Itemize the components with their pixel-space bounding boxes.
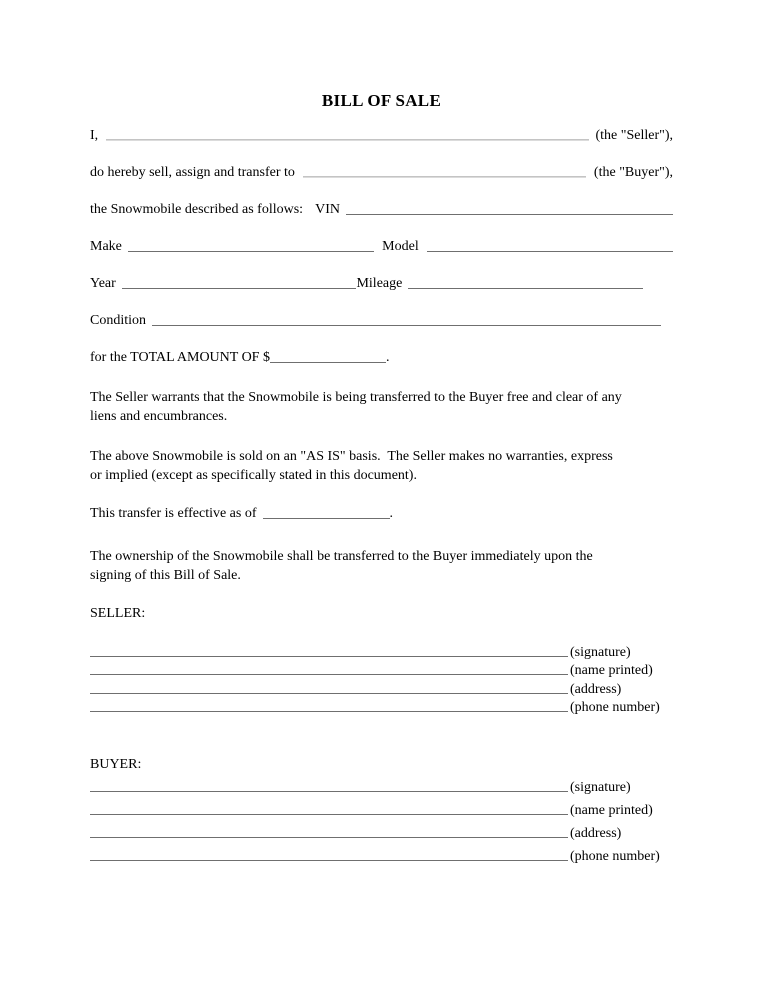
buyer-name-printed-row [90, 795, 673, 818]
condition-label: Condition [90, 313, 147, 328]
seller-name-printed-row [90, 660, 673, 679]
buyer-signature-row [90, 772, 673, 795]
model-label: Model [382, 239, 419, 254]
seller-signature-label: (signature) [570, 644, 631, 660]
warranty-line-1: The Seller warrants that the Snowmobile is being transferred to the Buyer free and clear of any [90, 390, 622, 405]
buyer-signature-block [90, 772, 673, 864]
seller-signature-row [90, 641, 673, 660]
ownership-line-2: signing of this Bill of Sale. [90, 568, 241, 583]
effective-date-row [90, 506, 673, 521]
seller-phone-label: (phone number) [570, 700, 660, 715]
ownership-line-1: The ownership of the Snowmobile shall be transferred to the Buyer immediately upon the [90, 549, 593, 564]
buyer-signature-field[interactable] [90, 791, 568, 792]
model-field[interactable] [427, 251, 673, 252]
seller-address-row [90, 678, 673, 697]
year-label: Year [90, 276, 116, 291]
mileage-field[interactable] [408, 288, 643, 289]
effective-date-field[interactable] [263, 518, 390, 519]
warranty-paragraph [90, 388, 673, 426]
buyer-address-field[interactable] [90, 837, 568, 838]
vin-row [90, 202, 673, 217]
as-is-line-1: The above Snowmobile is sold on an "AS IS" basis. The Seller makes no warranties, express [90, 449, 613, 464]
buyer-phone-field[interactable] [90, 860, 568, 861]
seller-signature-block [90, 641, 673, 715]
make-field[interactable] [128, 251, 374, 252]
seller-address-label: (address) [570, 681, 622, 697]
buyer-address-label: (address) [570, 826, 622, 841]
seller-intro-prefix: I, [90, 128, 99, 143]
year-mileage-row [90, 276, 673, 291]
buyer-address-row [90, 818, 673, 841]
ownership-paragraph [90, 547, 673, 585]
document-title: BILL OF SALE [321, 91, 442, 110]
seller-intro-suffix: (the "Seller"), [595, 128, 673, 143]
condition-field[interactable] [152, 325, 661, 326]
as-is-paragraph [90, 447, 673, 485]
amount-prefix: for the TOTAL AMOUNT OF $ [90, 350, 270, 365]
make-model-row [90, 239, 673, 254]
seller-signature-field[interactable] [90, 656, 568, 657]
warranty-line-2: liens and encumbrances. [90, 409, 228, 424]
seller-phone-row [90, 697, 673, 716]
as-is-line-2: or implied (except as specifically stated in this document). [90, 468, 417, 483]
seller-name-field[interactable] [106, 139, 589, 141]
condition-row [90, 313, 673, 328]
buyer-signature-label: (signature) [570, 780, 631, 795]
mileage-label: Mileage [356, 276, 403, 291]
effective-suffix: . [389, 506, 394, 521]
seller-phone-field[interactable] [90, 711, 568, 712]
buyer-name-field[interactable] [303, 176, 586, 178]
buyer-section-heading: BUYER: [90, 757, 142, 772]
vin-field[interactable] [346, 214, 673, 215]
buyer-name-row [90, 165, 673, 180]
buyer-name-printed-label: (name printed) [570, 803, 653, 818]
buyer-intro-prefix: do hereby sell, assign and transfer to [90, 165, 295, 180]
effective-prefix: This transfer is effective as of [90, 506, 257, 521]
amount-field[interactable] [270, 362, 386, 363]
seller-name-row [90, 128, 673, 143]
buyer-phone-label: (phone number) [570, 849, 660, 864]
seller-name-printed-label: (name printed) [570, 663, 653, 678]
amount-suffix: . [385, 350, 390, 365]
seller-address-field[interactable] [90, 693, 568, 694]
make-label: Make [90, 239, 122, 254]
vin-label: VIN [315, 202, 340, 217]
buyer-phone-row [90, 841, 673, 864]
seller-section-heading: SELLER: [90, 606, 146, 621]
buyer-name-printed-field[interactable] [90, 814, 568, 815]
amount-row [90, 350, 673, 365]
vin-prefix: the Snowmobile described as follows: [90, 202, 304, 217]
buyer-intro-suffix: (the "Buyer"), [593, 165, 673, 180]
seller-name-printed-field[interactable] [90, 674, 568, 675]
year-field[interactable] [122, 288, 357, 289]
